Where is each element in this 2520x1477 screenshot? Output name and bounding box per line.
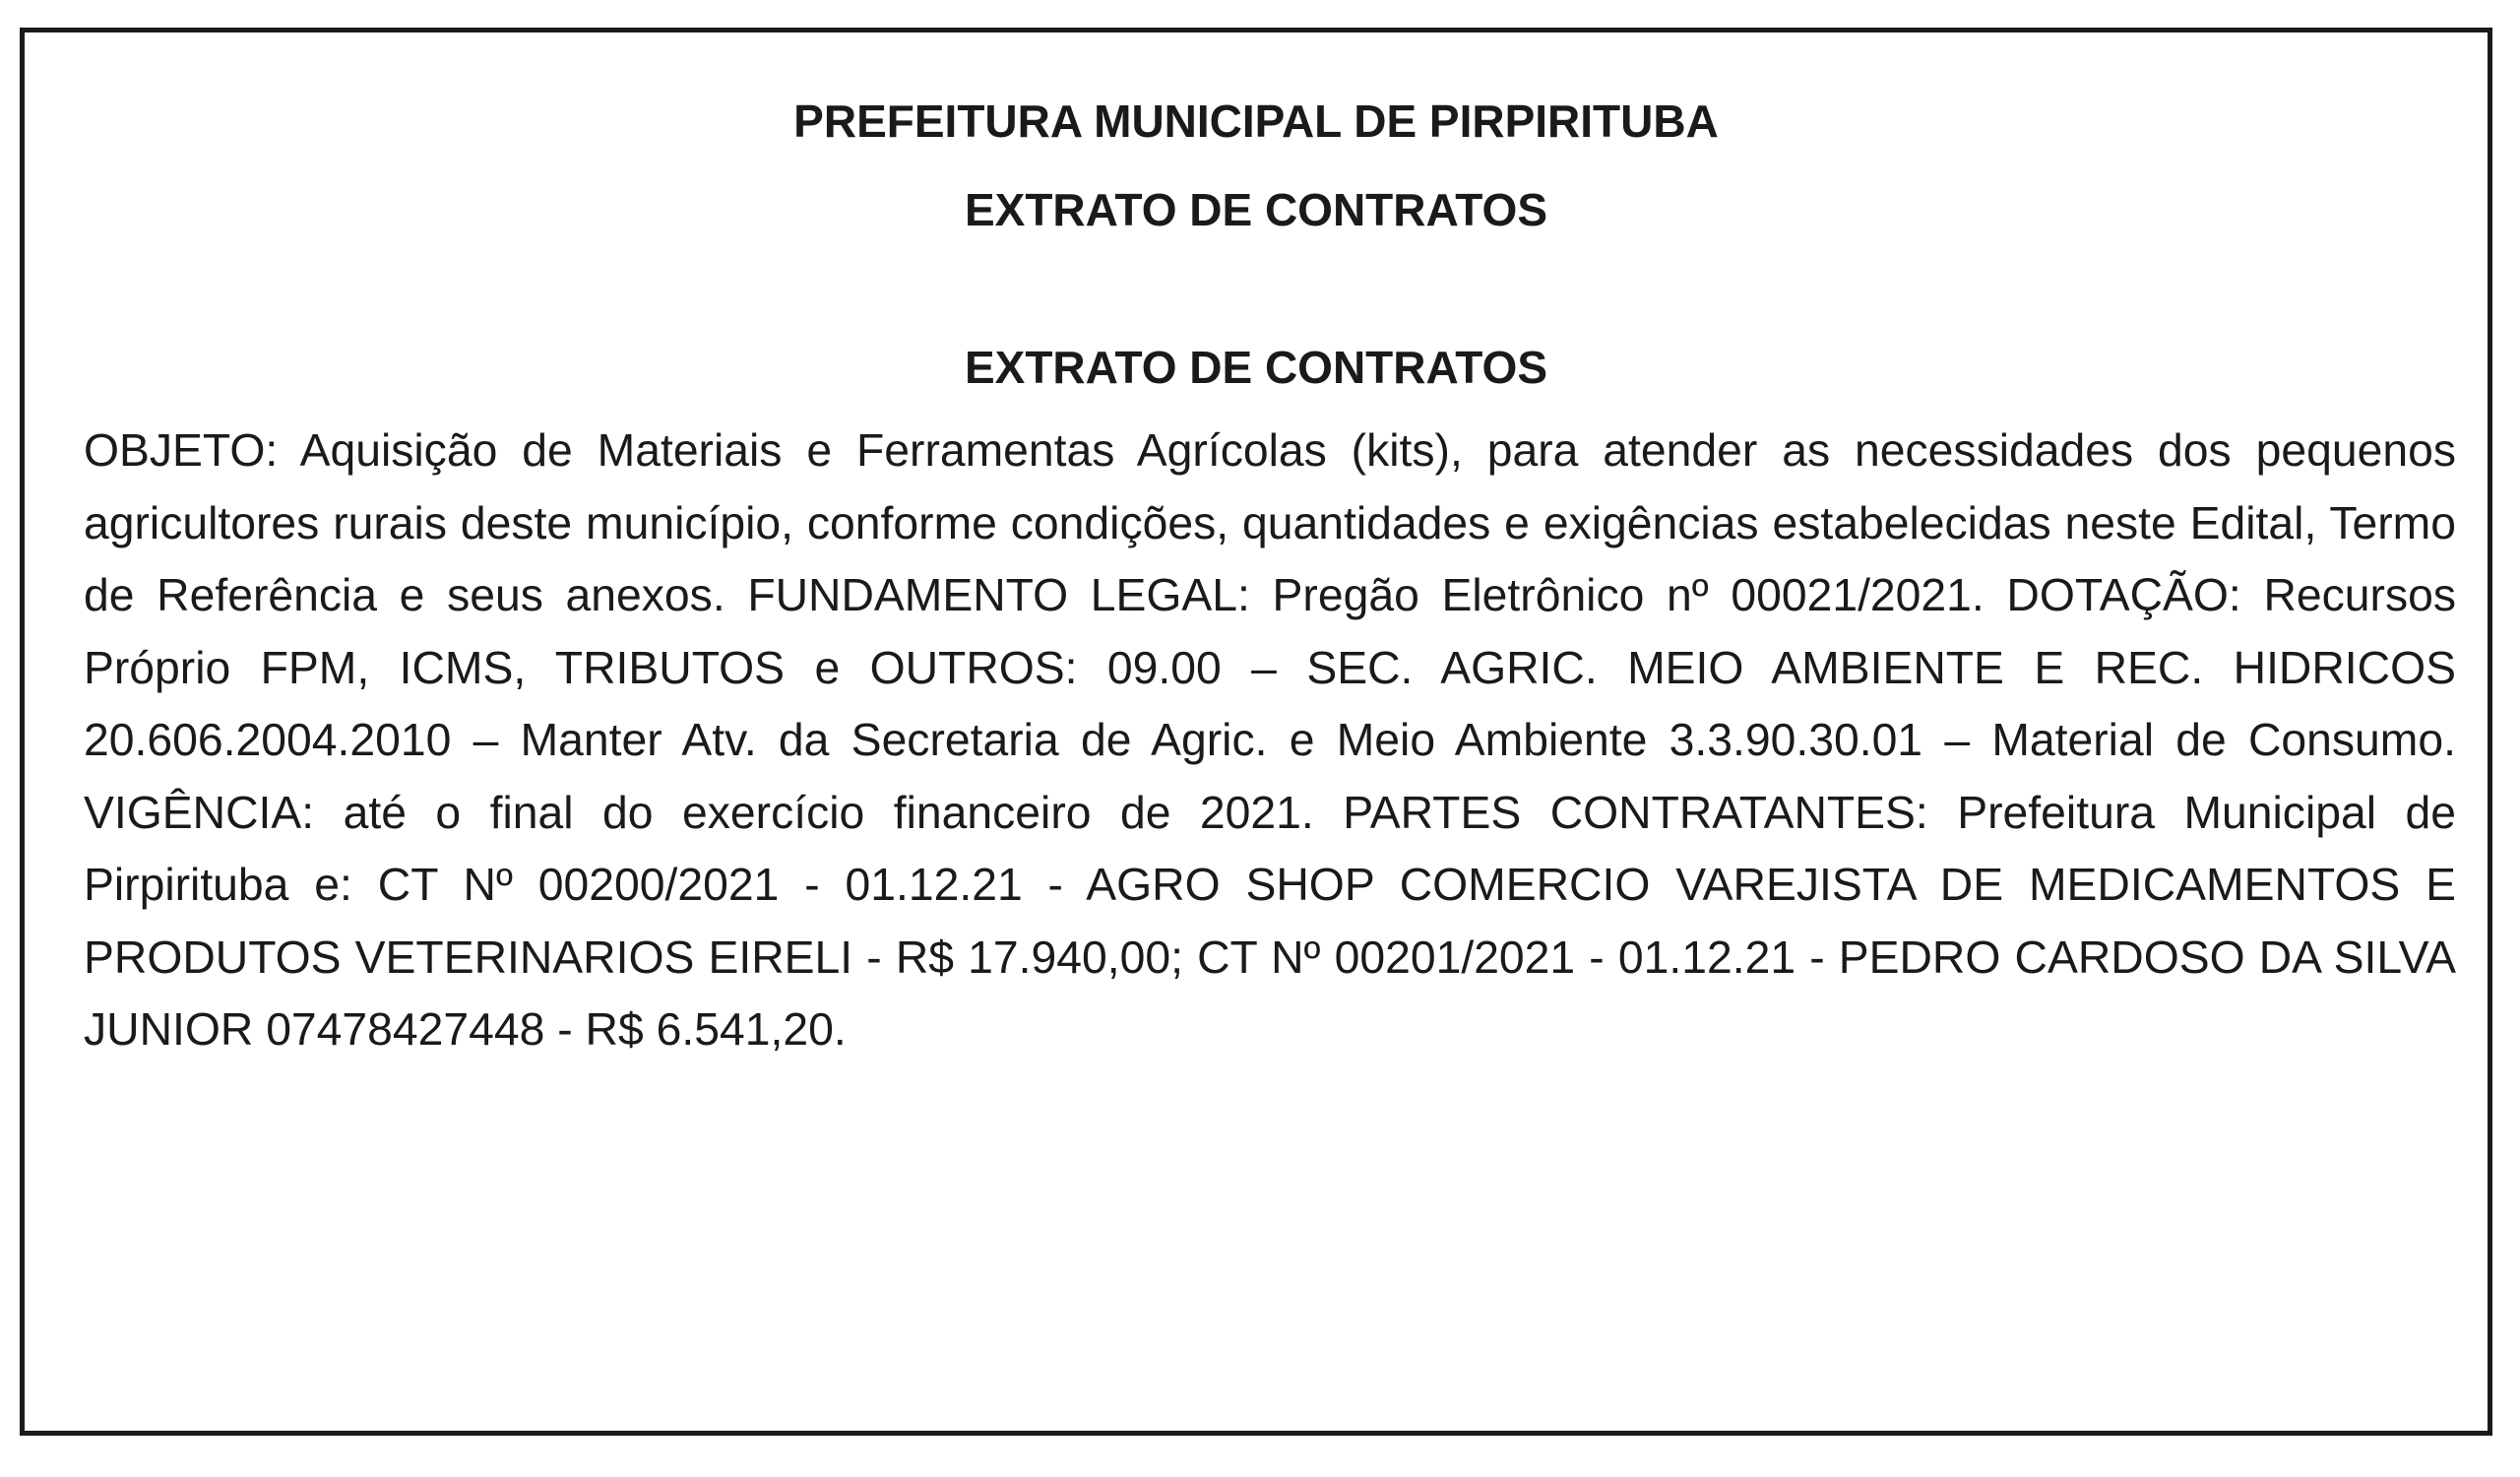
document-title: EXTRATO DE CONTRATOS bbox=[964, 184, 1548, 235]
section-title: EXTRATO DE CONTRATOS bbox=[964, 342, 1548, 393]
municipality-title: PREFEITURA MUNICIPAL DE PIRPIRITUBA bbox=[793, 96, 1719, 147]
document-frame bbox=[20, 28, 2492, 1436]
contract-extract-body: OBJETO: Aquisição de Materiais e Ferramentas Agrícolas (kits), para atender as necessidades dos pequenos agricultores rurais deste município, conforme condições, quantidades e exigências estabelecidas neste Edital, Termo de Referência e seus anexos. FUNDAMENTO LEGAL: Pregão Eletrônico nº 00021/2021. DOTAÇÃO: Recursos Próprio FPM, ICMS, TRIBUTOS e OUTROS: 09.00 – SEC. AGRIC. MEIO AMBIENTE E REC. HIDRICOS 20.606.2004.2010 – Manter Atv. da Secretaria de Agric. e Meio Ambiente 3.3.90.30.01 – Material de Consumo. VIGÊNCIA: até o final do exercício financeiro de 2021. PARTES CONTRATANTES: Prefeitura Municipal de Pirpirituba e: CT Nº 00200/2021 - 01.12.21 - AGRO SHOP COMERCIO VAREJISTA DE MEDICAMENTOS E PRODUTOS VETERINARIOS EIRELI - R$ 17.940,00; CT Nº 00201/2021 - 01.12.21 - PEDRO CARDOSO DA SILVA JUNIOR 07478427448 - R$ 6.541,20. bbox=[84, 424, 2456, 1055]
